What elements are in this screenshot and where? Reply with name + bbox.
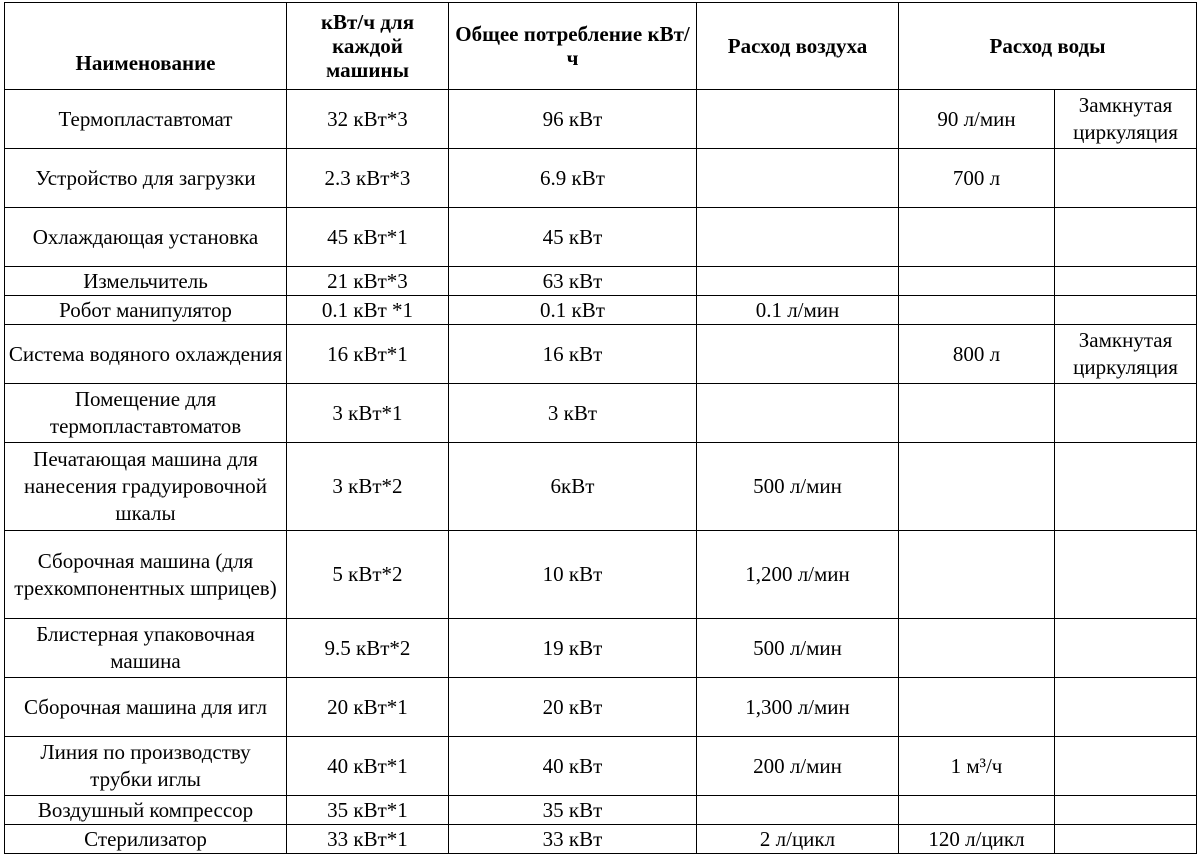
cell-water: 800 л: [899, 325, 1055, 384]
cell-total: 20 кВт: [449, 678, 697, 737]
cell-total: 19 кВт: [449, 619, 697, 678]
cell-kw-each: 3 кВт*2: [287, 443, 449, 531]
cell-water: [899, 296, 1055, 325]
table-row: [5, 267, 1197, 296]
cell-water: [899, 384, 1055, 443]
cell-water: [899, 267, 1055, 296]
cell-total: 10 кВт: [449, 531, 697, 619]
cell-air: [697, 325, 899, 384]
table-row: [5, 325, 1197, 384]
header-row: [5, 3, 1197, 90]
cell-air: [697, 384, 899, 443]
cell-kw-each: 35 кВт*1: [287, 796, 449, 825]
cell-name: Печатающая машина для нанесения градуировочной шкалы: [5, 443, 287, 531]
cell-air: 200 л/мин: [697, 737, 899, 796]
cell-water: 120 л/цикл: [899, 825, 1055, 854]
cell-kw-each: 45 кВт*1: [287, 208, 449, 267]
cell-name: Линия по производству трубки иглы: [5, 737, 287, 796]
table-row: [5, 208, 1197, 267]
cell-air: [697, 267, 899, 296]
cell-total: 3 кВт: [449, 384, 697, 443]
table-row: [5, 619, 1197, 678]
cell-name: Устройство для загрузки: [5, 149, 287, 208]
cell-name: Измельчитель: [5, 267, 287, 296]
cell-kw-each: 0.1 кВт *1: [287, 296, 449, 325]
cell-air: 500 л/мин: [697, 619, 899, 678]
cell-water: [899, 619, 1055, 678]
cell-name: Система водяного охлаждения: [5, 325, 287, 384]
cell-air: 1,300 л/мин: [697, 678, 899, 737]
cell-name: Охлаждающая установка: [5, 208, 287, 267]
cell-total: 63 кВт: [449, 267, 697, 296]
table-row: [5, 443, 1197, 531]
equipment-consumption-table: [4, 2, 1197, 854]
cell-air: 1,200 л/мин: [697, 531, 899, 619]
table-row: [5, 384, 1197, 443]
cell-water: 700 л: [899, 149, 1055, 208]
cell-water: 90 л/мин: [899, 90, 1055, 149]
cell-water-note: [1055, 296, 1197, 325]
cell-name: Термопластавтомат: [5, 90, 287, 149]
cell-total: 96 кВт: [449, 90, 697, 149]
cell-total: 33 кВт: [449, 825, 697, 854]
cell-total: 6кВт: [449, 443, 697, 531]
cell-water-note: [1055, 531, 1197, 619]
table-row: [5, 531, 1197, 619]
cell-water-note: [1055, 384, 1197, 443]
cell-water: [899, 443, 1055, 531]
cell-name: Помещение для термопластавтоматов: [5, 384, 287, 443]
cell-kw-each: 3 кВт*1: [287, 384, 449, 443]
cell-water: [899, 678, 1055, 737]
cell-water-note: [1055, 678, 1197, 737]
header-total: Общее потребление кВт/ч: [449, 3, 697, 90]
cell-water: 1 м³/ч: [899, 737, 1055, 796]
cell-air: [697, 149, 899, 208]
cell-water-note: Замкнутая циркуляция: [1055, 325, 1197, 384]
cell-kw-each: 33 кВт*1: [287, 825, 449, 854]
cell-water-note: [1055, 208, 1197, 267]
cell-air: [697, 796, 899, 825]
header-air: Расход воздуха: [697, 3, 899, 90]
cell-water-note: [1055, 443, 1197, 531]
cell-kw-each: 5 кВт*2: [287, 531, 449, 619]
cell-water-note: [1055, 737, 1197, 796]
cell-kw-each: 20 кВт*1: [287, 678, 449, 737]
cell-name: Воздушный компрессор: [5, 796, 287, 825]
table-row: [5, 796, 1197, 825]
cell-air: [697, 208, 899, 267]
cell-water-note: [1055, 149, 1197, 208]
table-row: [5, 149, 1197, 208]
cell-name: Блистерная упаковочная машина: [5, 619, 287, 678]
cell-name: Робот манипулятор: [5, 296, 287, 325]
header-name: Наименование: [5, 3, 287, 90]
table-row: [5, 825, 1197, 854]
table-row: [5, 296, 1197, 325]
cell-air: 2 л/цикл: [697, 825, 899, 854]
table-row: [5, 678, 1197, 737]
cell-water: [899, 531, 1055, 619]
cell-kw-each: 40 кВт*1: [287, 737, 449, 796]
cell-water: [899, 208, 1055, 267]
cell-water-note: [1055, 796, 1197, 825]
cell-water-note: [1055, 267, 1197, 296]
cell-air: [697, 90, 899, 149]
cell-total: 6.9 кВт: [449, 149, 697, 208]
cell-total: 40 кВт: [449, 737, 697, 796]
cell-name: Стерилизатор: [5, 825, 287, 854]
table-row: [5, 737, 1197, 796]
table-row: [5, 90, 1197, 149]
cell-water-note: [1055, 619, 1197, 678]
cell-kw-each: 21 кВт*3: [287, 267, 449, 296]
cell-water-note: Замкнутая циркуляция: [1055, 90, 1197, 149]
cell-total: 35 кВт: [449, 796, 697, 825]
header-water: Расход воды: [899, 3, 1197, 90]
cell-total: 16 кВт: [449, 325, 697, 384]
header-kw-each: кВт/ч для каждой машины: [287, 3, 449, 90]
cell-kw-each: 16 кВт*1: [287, 325, 449, 384]
cell-name: Сборочная машина (для трехкомпонентных шприцев): [5, 531, 287, 619]
cell-water-note: [1055, 825, 1197, 854]
cell-total: 45 кВт: [449, 208, 697, 267]
cell-name: Сборочная машина для игл: [5, 678, 287, 737]
cell-kw-each: 32 кВт*3: [287, 90, 449, 149]
cell-kw-each: 9.5 кВт*2: [287, 619, 449, 678]
cell-air: 0.1 л/мин: [697, 296, 899, 325]
cell-water: [899, 796, 1055, 825]
cell-air: 500 л/мин: [697, 443, 899, 531]
cell-total: 0.1 кВт: [449, 296, 697, 325]
cell-kw-each: 2.3 кВт*3: [287, 149, 449, 208]
